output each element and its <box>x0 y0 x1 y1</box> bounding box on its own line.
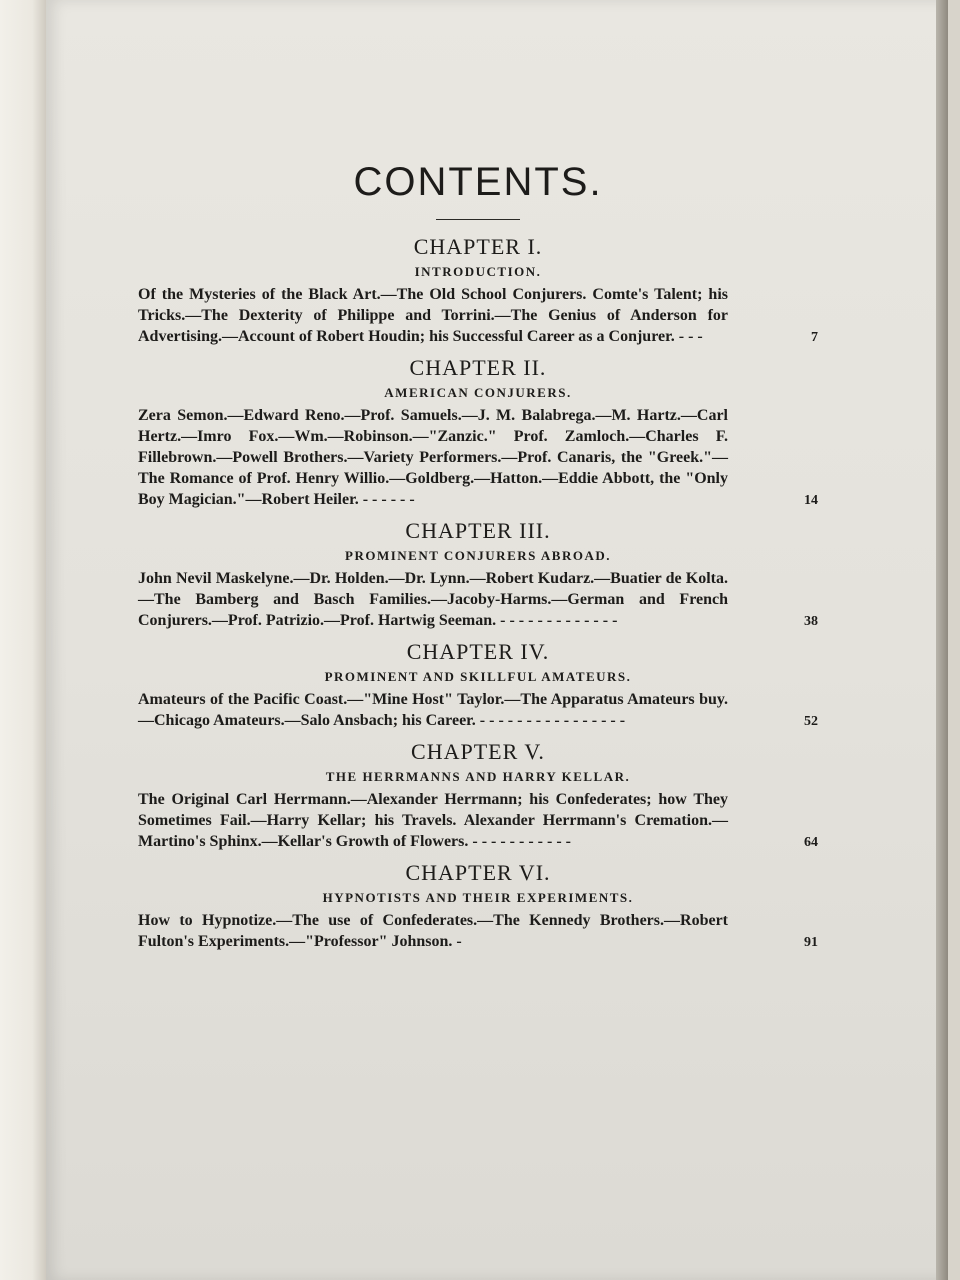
chapter-subtitle: PROMINENT CONJURERS ABROAD. <box>345 548 611 563</box>
page-number: 64 <box>804 835 818 850</box>
chapter-2 <box>138 355 818 510</box>
page-right-edge <box>936 0 948 1280</box>
chapter-heading: CHAPTER VI. <box>405 860 551 885</box>
page-number: 38 <box>804 614 818 629</box>
chapter-4 <box>138 639 818 731</box>
facing-page-edge <box>0 0 46 1280</box>
page-number: 7 <box>811 330 818 345</box>
page-number: 14 <box>804 493 818 508</box>
page-title: CONTENTS. <box>353 160 603 204</box>
page-number: 91 <box>804 935 818 950</box>
chapter-entry <box>138 910 818 952</box>
chapter-summary: John Nevil Maskelyne.—Dr. Holden.—Dr. Lynn.—Robert Kudarz.—Buatier de Kolta.—The Bamberg and Basch Families.—Jacoby-Harms.—German and French Conjurers.—Prof. Patrizio.—Prof. Hartwig Seeman. - - - - - - - - - - - - - <box>138 570 728 629</box>
chapter-summary: The Original Carl Herrmann.—Alexander Herrmann; his Confederates; how They Sometimes Fail.—Harry Kellar; his Travels. Alexander Herrmann's Cremation.—Martino's Sphinx.—Kellar's Growth of Flowers. - - - - - - - - - - - <box>138 791 728 850</box>
chapter-entry <box>138 689 818 731</box>
chapter-entry <box>138 284 818 347</box>
chapter-subtitle: INTRODUCTION. <box>414 264 542 279</box>
chapter-entry <box>138 405 818 510</box>
chapter-heading: CHAPTER I. <box>413 234 543 259</box>
chapter-summary: How to Hypnotize.—The use of Confederates.—The Kennedy Brothers.—Robert Fulton's Experiments.—"Professor" Johnson. - <box>138 912 728 950</box>
chapter-summary: Zera Semon.—Edward Reno.—Prof. Samuels.—J. M. Balabrega.—M. Hartz.—Carl Hertz.—Imro Fox.—Wm.—Robinson.—"Zanzic." Prof. Zamloch.—Charles F. Fillebrown.—Powell Brothers.—Variety Performers.—Prof. Canaris, the "Greek."—The Romance of Prof. Henry Willio.—Goldberg.—Hatton.—Eddie Abbott, the "Only Boy Magician."—Robert Heiler. - - - - - - <box>138 407 728 508</box>
chapter-subtitle: HYPNOTISTS AND THEIR EXPERIMENTS. <box>322 890 634 905</box>
book-page <box>46 0 948 1280</box>
chapter-5 <box>138 739 818 852</box>
chapter-subtitle: THE HERRMANNS AND HARRY KELLAR. <box>325 769 631 784</box>
page-number: 52 <box>804 714 818 729</box>
chapter-6 <box>138 860 818 952</box>
chapter-heading: CHAPTER II. <box>409 355 547 380</box>
chapter-subtitle: PROMINENT AND SKILLFUL AMATEURS. <box>324 669 632 684</box>
chapter-heading: CHAPTER V. <box>411 739 545 764</box>
chapter-summary: Amateurs of the Pacific Coast.—"Mine Host" Taylor.—The Apparatus Amateurs buy.—Chicago Amateurs.—Salo Ansbach; his Career. - - - - - - - - - - - - - - - - <box>138 691 728 729</box>
chapter-entry <box>138 789 818 852</box>
chapter-1 <box>138 234 818 347</box>
title-divider <box>436 219 520 220</box>
chapter-3 <box>138 518 818 631</box>
chapter-summary: Of the Mysteries of the Black Art.—The Old School Conjurers. Comte's Talent; his Tricks.—The Dexterity of Philippe and Torrini.—The Genius of Anderson for Advertising.—Account of Robert Houdin; his Successful Career as a Conjurer. - - - <box>138 286 728 345</box>
chapter-subtitle: AMERICAN CONJURERS. <box>384 385 572 400</box>
chapter-heading: CHAPTER IV. <box>406 639 550 664</box>
chapter-entry <box>138 568 818 631</box>
contents-section <box>138 160 818 960</box>
chapter-heading: CHAPTER III. <box>405 518 551 543</box>
